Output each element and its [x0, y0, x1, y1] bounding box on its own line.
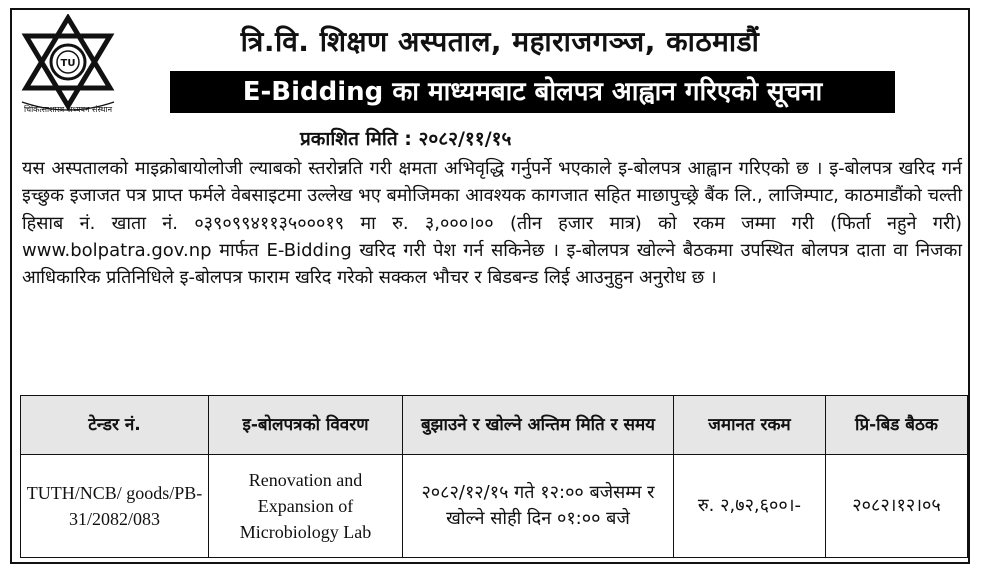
header-deadline: बुझाउने र खोल्ने अन्तिम मिति र समय — [403, 396, 674, 455]
cell-deadline: २०८२/१२/१५ गते १२:०० बजेसम्म र खोल्ने सोही दिन ०१:०० बजे — [403, 455, 674, 558]
header-description: इ-बोलपत्रको विवरण — [209, 396, 403, 455]
notice-body: यस अस्पतालको माइक्रोबायोलोजी ल्याबको स्तरोन्नति गरी क्षमता अभिवृद्धि गर्नुपर्ने भएकाले इ-बोलपत्र आह्वान गरिएको छ । इ-बोलपत्र खरिद गर्न इच्छुक इजाजत पत्र प्राप्त फर्मले वेबसाइटमा उल्लेख भए बमोजिमका आवश्यक कागजात सहित माछापुच्छ्रे बैंक लि., लाजिम्पाट, काठमाडौंको चल्ती हिसाब नं. खाता नं. ०३९०९९४११३५०००१९ मा रु. ३,०००।०० (तीन हजार मात्र) को रकम जम्मा गरी (फिर्ता नहुने गरी) www.bolpatra.gov.np मार्फत E-Bidding खरिद गरी पेश गर्न सकिनेछ । इ-बोलपत्र खोल्ने बैठकमा उपस्थित बोलपत्र दाता वा निजका आधिकारिक प्रतिनिधिले इ-बोलपत्र फाराम खरिद गरेको सक्कल भौचर र बिडबन्ड लिई आउनुहुन अनुरोध छ । — [22, 158, 962, 289]
table-header-row — [21, 396, 968, 455]
header-prebid-meeting: प्रि-बिड बैठक — [826, 396, 968, 455]
header-tender-no: टेन्डर नं. — [21, 396, 209, 455]
tender-table — [20, 395, 968, 558]
published-date: प्रकाशित मिति : २०८२/११/१५ — [300, 128, 512, 150]
notice-banner: E-Bidding का माध्यमबाट बोलपत्र आह्वान गरिएको सूचना — [170, 71, 895, 113]
cell-description: Renovation and Expansion of Microbiology Lab — [209, 455, 403, 558]
header-bid-security: जमानत रकम — [674, 396, 826, 455]
cell-prebid-meeting: २०८२।१२।०५ — [826, 455, 968, 558]
logo-center-text: TU — [60, 58, 76, 69]
logo-ribbon-text: चिकित्साशास्त्र अध्ययन संस्थान — [23, 105, 113, 114]
hospital-title: त्रि.वि. शिक्षण अस्पताल, महाराजगञ्ज, काठमाडौं — [240, 25, 760, 58]
table-row — [21, 455, 968, 558]
cell-bid-security: रु. २,७२,६००।- — [674, 455, 826, 558]
tu-emblem-icon — [18, 14, 118, 114]
cell-tender-no: TUTH/NCB/ goods/PB- 31/2082/083 — [21, 455, 209, 558]
